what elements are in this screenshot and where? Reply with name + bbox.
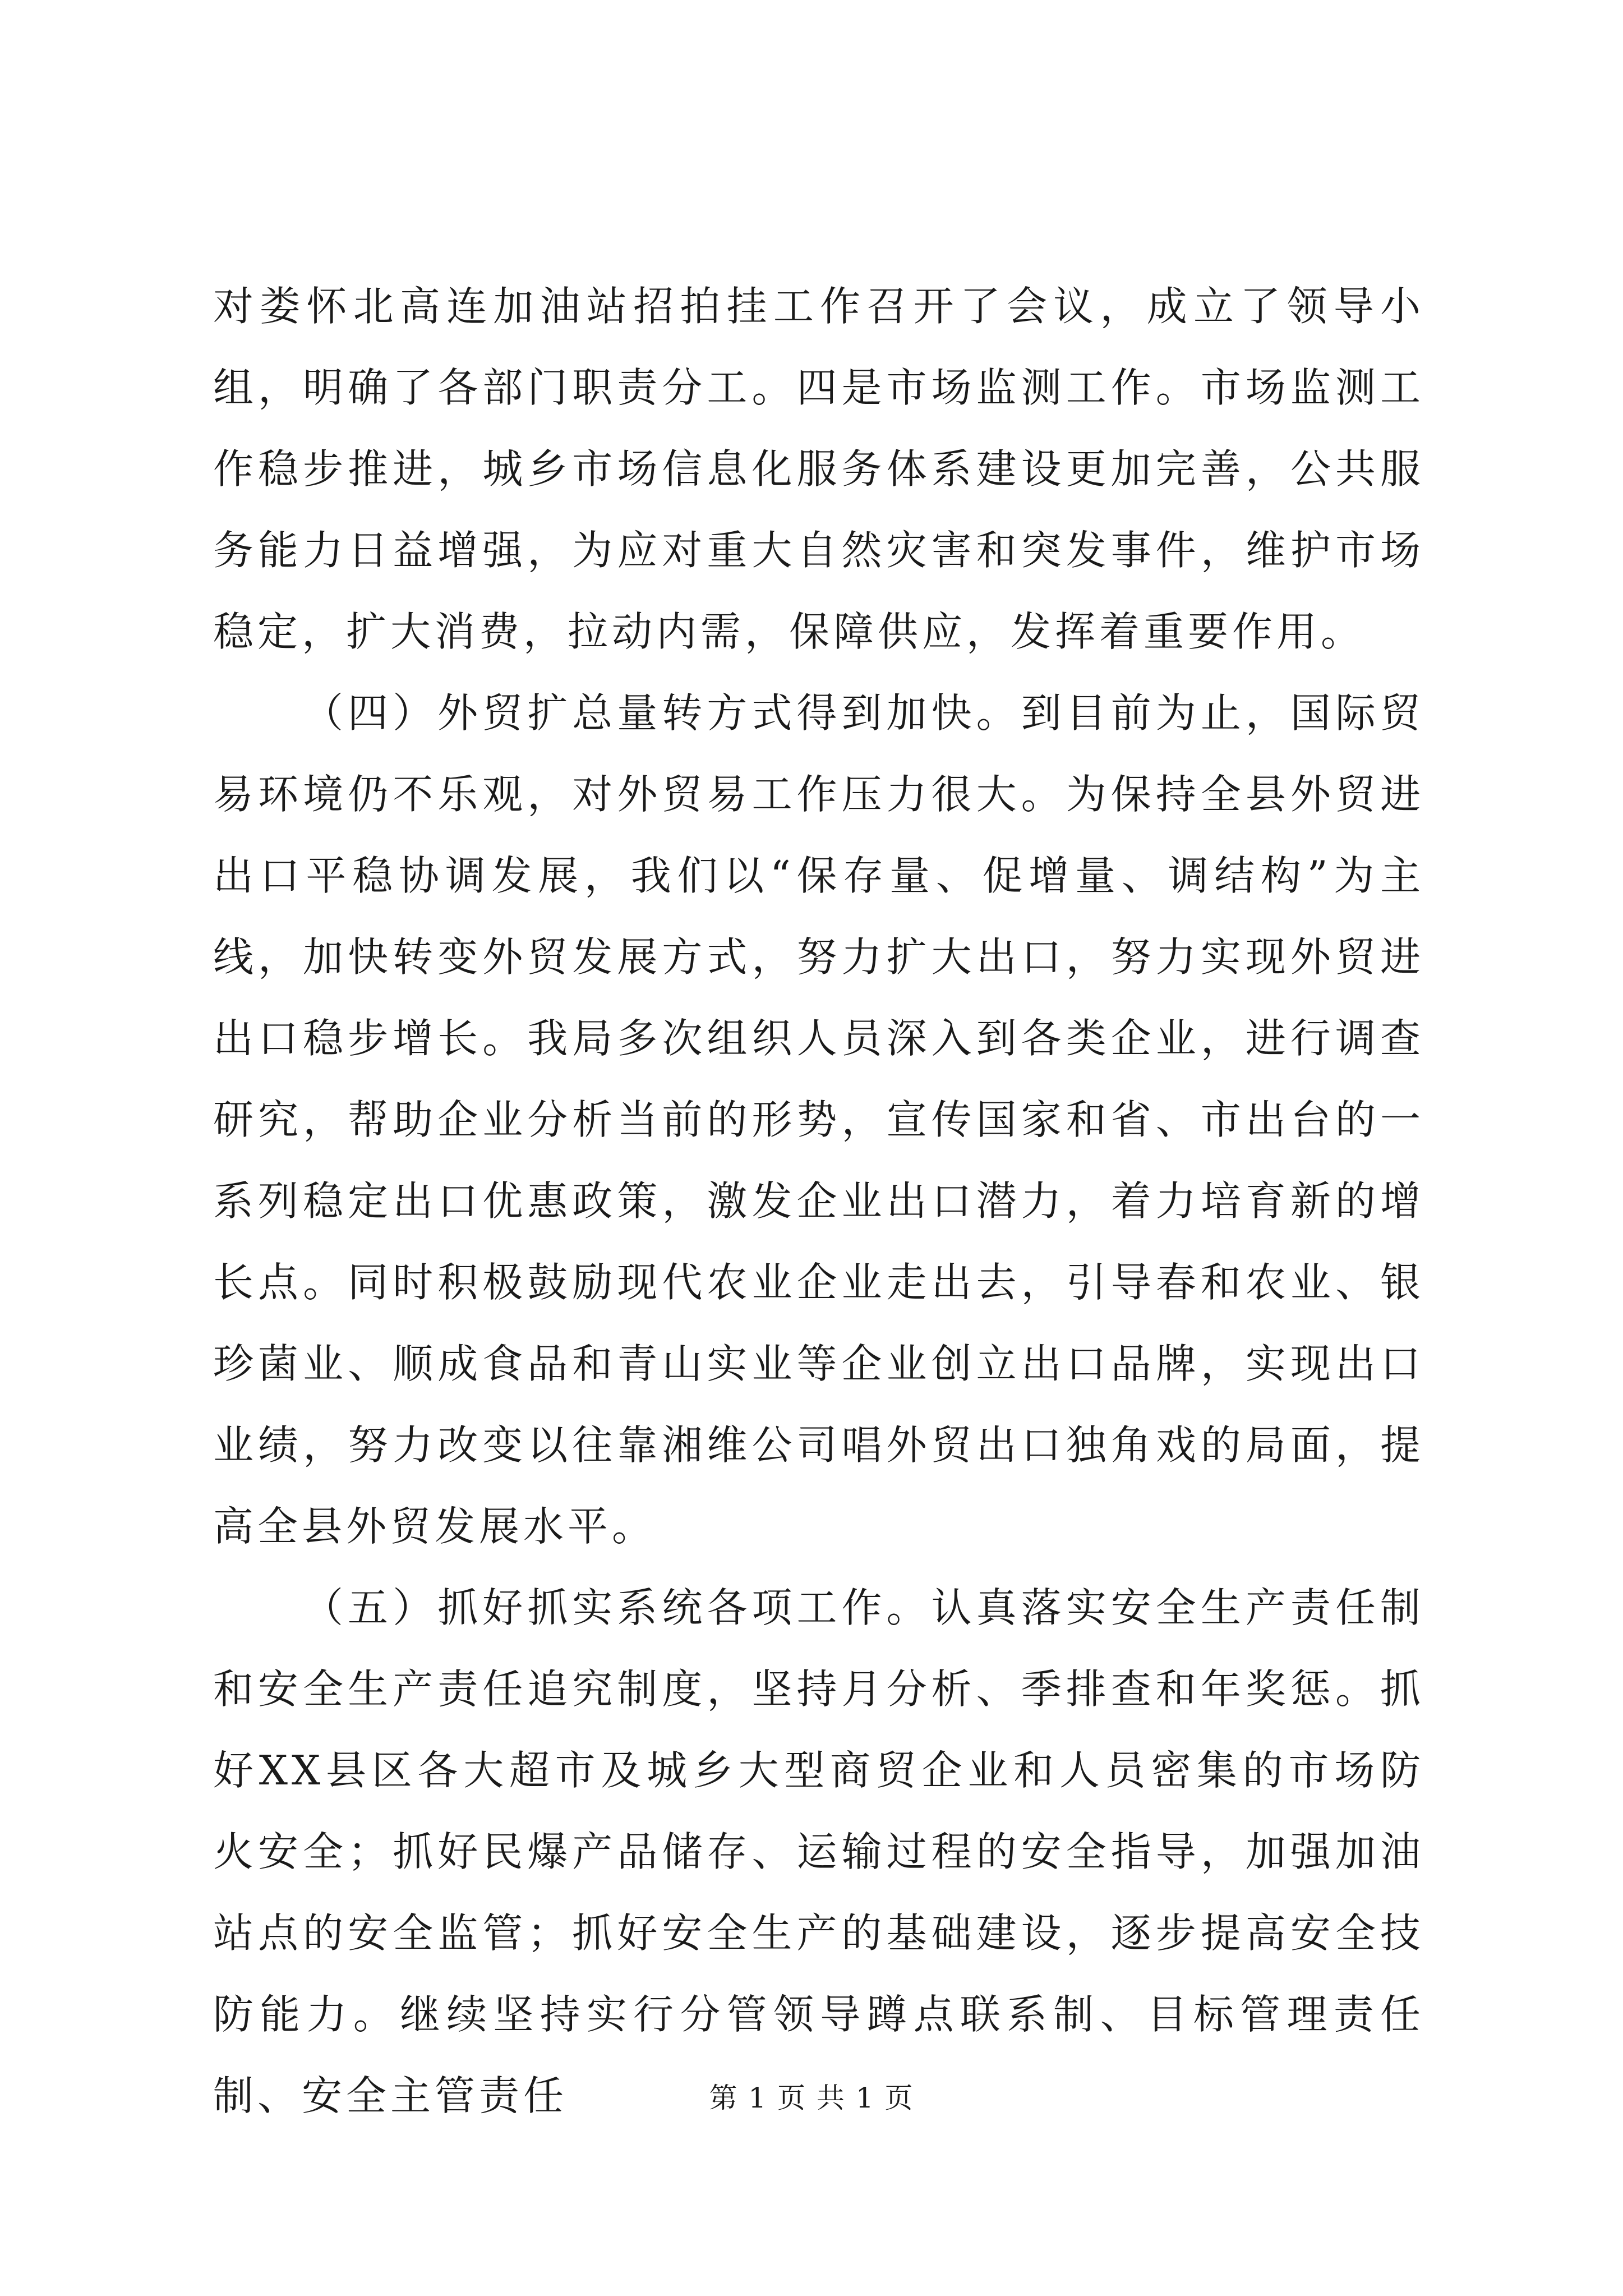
paragraph-2: （四）外贸扩总量转方式得到加快。到目前为止，国际贸易环境仍不乐观，对外贸易工作压力很大。为保持全县外贸进出口平稳协调发展，我们以“保存量、促增量、调结构”为主线，加快转变外贸发展方式，努力扩大出口，努力实现外贸进出口稳步增长。我局多次组织人员深入到各类企业，进行调查研究，帮助企业分析当前的形势，宣传国家和省、市出台的一系列稳定出口优惠政策，激发企业出口潜力，着力培育新的增长点。同时积极鼓励现代农业企业走出去，引导春和农业、银珍菌业、顺成食品和青山实业等企业创立出口品牌，实现出口业绩，努力改变以往靠湘维公司唱外贸出口独角戏的局面，提高全县外贸发展水平。 <box>213 689 1424 1550</box>
paragraph-1: 对娄怀北高连加油站招拍挂工作召开了会议，成立了领导小组，明确了各部门职责分工。四是市场监测工作。市场监测工作稳步推进，城乡市场信息化服务体系建设更加完善，公共服务能力日益增强，为应对重大自然灾害和突发事件，维护市场稳定，扩大消费，拉动内需，保障供应，发挥着重要作用。 <box>213 283 1424 655</box>
paragraph-3: （五）抓好抓实系统各项工作。认真落实安全生产责任制和安全生产责任追究制度，坚持月分析、季排查和年奖惩。抓好XX县区各大超市及城乡大型商贸企业和人员密集的市场防火安全；抓好民爆产品储存、运输过程的安全指导，加强加油站点的安全监管；抓好安全生产的基础建设，逐步提高安全技防能力。继续坚持实行分管领导蹲点联系制、目标管理责任制、安全主管责任 <box>213 1584 1424 2119</box>
body-text <box>213 266 1424 2137</box>
page-footer: 第 1 页 共 1 页 <box>709 2082 914 2114</box>
